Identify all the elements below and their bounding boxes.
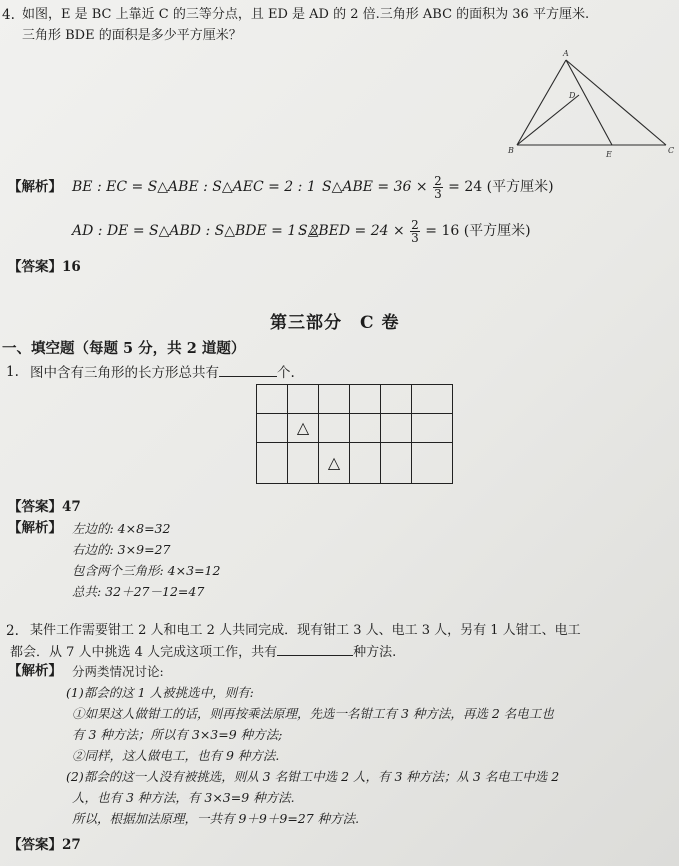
grid-cell: [381, 414, 412, 443]
q4-number: 4.: [2, 7, 15, 23]
p2-stem-line2-tail: 种方法.: [353, 645, 397, 660]
triangle-mark-2: △: [327, 453, 341, 472]
grid-cell: [257, 443, 288, 484]
grid-cell: [288, 443, 319, 484]
segment-ab: [517, 60, 566, 145]
triangle-mark-1: △: [296, 418, 310, 437]
q4-eq1-fraction: [433, 175, 443, 200]
p2-answer-blank: [277, 642, 353, 656]
p2-analysis-line-2: ①如果这人做钳工的话，则再按乘法原理，先选一名钳工有 3 种方法，再选 2 名电工也: [72, 706, 554, 721]
p1-stem-text: 图中含有三角形的长方形总共有: [30, 365, 219, 381]
grid-row: [257, 385, 453, 414]
p1-answer-blank: [219, 363, 277, 377]
grid-row: [257, 414, 453, 443]
segment-bd: [517, 95, 579, 145]
p2-stem-line2: [10, 642, 396, 662]
q4-stem-line1: 如图，E 是 BC 上靠近 C 的三等分点，且 ED 是 AD 的 2 倍.三角形 ABC 的面积为 36 平方厘米.: [22, 7, 590, 22]
p1-answer: 【答案】47: [8, 499, 81, 515]
label-c: C: [668, 146, 675, 155]
label-a: A: [563, 49, 569, 58]
q4-eq2-calc-post: = 16 (平方厘米): [425, 223, 531, 239]
p1-analysis-tag: 【解析】: [8, 520, 62, 536]
section-heading: 一、填空题（每题 5 分，共 2 道题）: [2, 340, 246, 357]
p1-analysis-line-2: 右边的: 3×9=27: [72, 542, 171, 557]
p2-stem-line2-text: 都会．从 7 人中挑选 4 人完成这项工作，共有: [10, 645, 278, 660]
p2-analysis-line-5: (2)都会的这一人没有被挑选，则从 3 名钳工中选 2 人，有 3 种方法；从 3 名电工中选 2: [66, 769, 560, 784]
grid-cell: [412, 385, 453, 414]
grid-cell: [350, 443, 381, 484]
p2-analysis-line-7: 所以，根据加法原理，一共有 9＋9＋9=27 种方法.: [72, 811, 360, 826]
q4-eq2-fraction: [410, 219, 420, 244]
p1-analysis-line-4: 总共: 32＋27－12=47: [72, 584, 205, 599]
grid-cell: [319, 414, 350, 443]
grid-cell: [381, 443, 412, 484]
q4-analysis-tag: 【解析】: [8, 179, 62, 195]
p1-stem-tail: 个.: [277, 365, 295, 381]
p2-analysis-line-6: 人，也有 3 种方法，有 3×3=9 种方法.: [72, 790, 295, 805]
q4-eq2-calc-pre: S△BED = 24 ×: [298, 223, 405, 239]
p2-analysis-intro: 分两类情况讨论:: [72, 664, 164, 679]
grid-cell: [381, 385, 412, 414]
grid-cell: [319, 443, 350, 484]
q4-stem-line2: 三角形 BDE 的面积是多少平方厘米？: [22, 28, 242, 43]
q4-eq1-frac-den: 3: [434, 186, 442, 201]
q4-eq2-frac-den: 3: [411, 230, 419, 245]
grid-cell: [412, 414, 453, 443]
grid-cell: [350, 385, 381, 414]
grid-cell: [257, 385, 288, 414]
q4-eq2-frac-num: 2: [411, 217, 419, 232]
grid-cell: [288, 414, 319, 443]
q4-eq1-calc-pre: S△ABE = 36 ×: [322, 179, 428, 195]
label-e: E: [606, 150, 612, 159]
p2-analysis-line-4: ②同样，这人做电工，也有 9 种方法.: [72, 748, 280, 763]
grid-cell: [319, 385, 350, 414]
q4-eq2-calc: [298, 212, 531, 250]
label-d: D: [569, 91, 576, 100]
p1-analysis-line-3: 包含两个三角形: 4×3=12: [72, 563, 221, 578]
q4-eq1-ratio: BE : EC = S△ABE : S△AEC = 2 : 1: [72, 179, 316, 195]
grid-row: [257, 443, 453, 484]
p2-analysis-line-3: 有 3 种方法；所以有 3×3=9 种方法;: [72, 727, 283, 742]
p2-analysis-line-1: (1)都会的这 1 人被挑选中，则有:: [66, 685, 254, 700]
p1-number: 1.: [6, 364, 19, 380]
segment-ae: [566, 60, 612, 145]
grid-cell: [412, 443, 453, 484]
grid-cell: [350, 414, 381, 443]
p2-stem-line1: 某件工作需要钳工 2 人和电工 2 人共同完成．现有钳工 3 人、电工 3 人，另有 1 人钳工、电工: [30, 623, 581, 638]
q4-eq1-calc: [322, 168, 554, 206]
q4-answer: 【答案】16: [8, 259, 81, 275]
segment-ac: [566, 60, 666, 145]
q4-eq1-calc-post: = 24 (平方厘米): [448, 179, 554, 195]
grid-cell: [257, 414, 288, 443]
p1-analysis-line-1: 左边的: 4×8=32: [72, 521, 171, 536]
p1-stem: [30, 363, 295, 382]
label-b: B: [508, 146, 514, 155]
p2-number: 2.: [6, 623, 19, 639]
grid-cell: [288, 385, 319, 414]
p2-analysis-tag: 【解析】: [8, 663, 62, 679]
p2-answer: 【答案】27: [8, 837, 81, 853]
q4-eq2-ratio: AD : DE = S△ABD : S△BDE = 1 : 2: [72, 223, 319, 239]
part3-title: 第三部分 C 卷: [270, 313, 400, 333]
rectangle-grid: [256, 384, 453, 484]
q4-eq1-frac-num: 2: [434, 173, 442, 188]
